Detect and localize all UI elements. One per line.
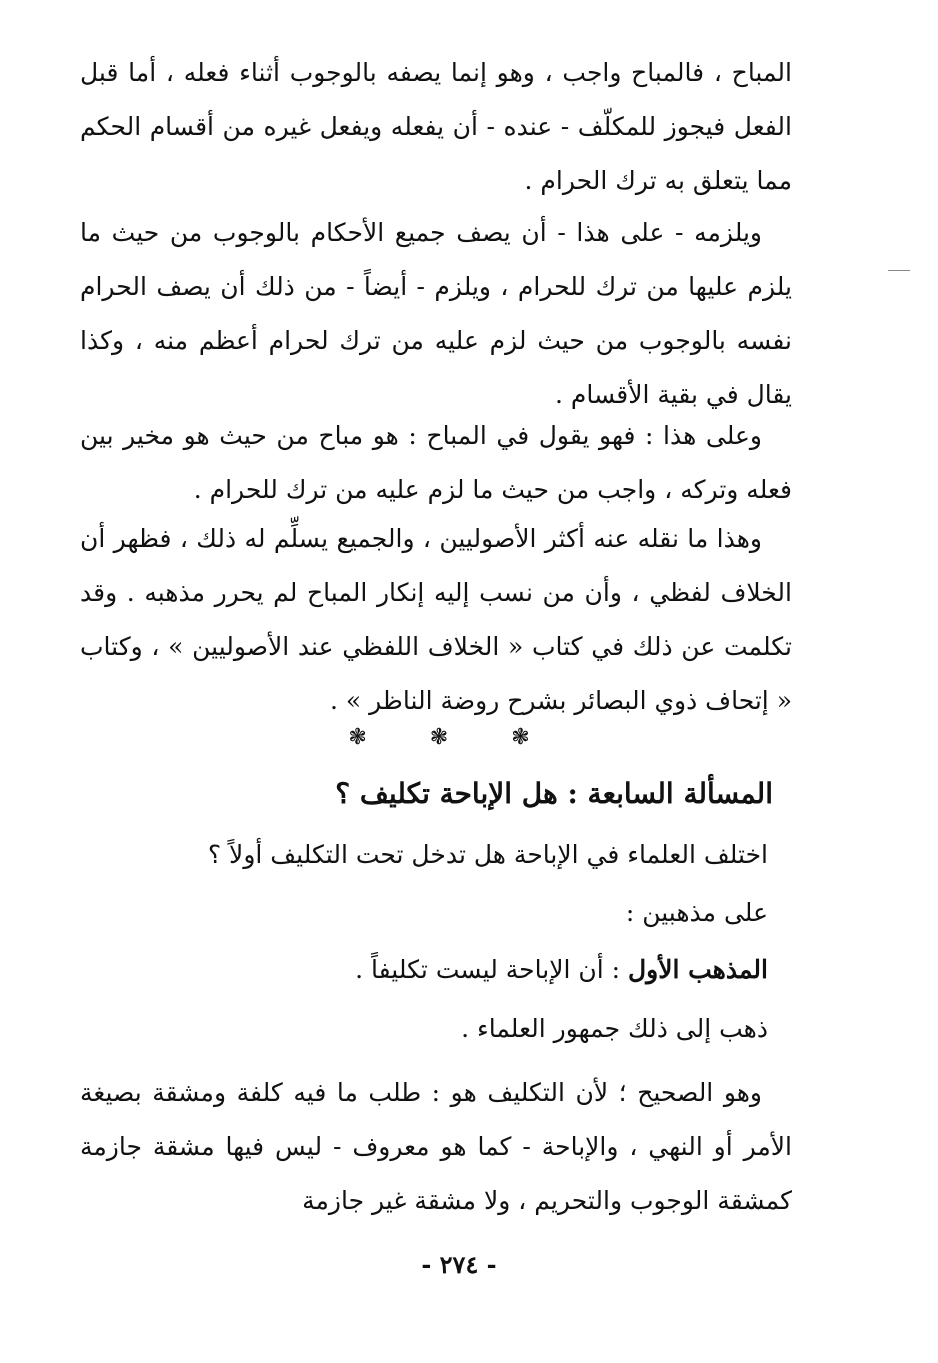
section-intro-line: اختلف العلماء في الإباحة هل تدخل تحت التكليف أولاً ؟ [207,840,768,869]
first-doctrine-line [355,946,768,994]
section-doctrines-line: على مذهبين : [625,898,768,927]
paragraph-5: وهو الصحيح ؛ لأن التكليف هو : طلب ما فيه كلفة ومشقة بصيغة الأمر أو النهي ، والإباحة - كما هو معروف - ليس فيها مشقة جازمة كمشقة الوجوب والتحريم ، ولا مشقة غير جازمة [80,1078,792,1215]
paragraph-4: وهذا ما نقله عنه أكثر الأصوليين ، والجميع يسلِّم له ذلك ، فظهر أن الخلاف لفظي ، وأن من نسب إليه إنكار المباح لم يحرر مذهبه . وقد تكلمت عن ذلك في كتاب « الخلاف اللفظي عند الأصوليين » ، وكتاب « إتحاف ذوي البصائر بشرح روضة الناظر » . [80,524,792,715]
first-doctrine-text: : أن الإباحة ليست تكليفاً . [355,955,628,984]
separator-star-icon: ❃ [348,725,367,750]
separator-star-icon: ❃ [511,725,530,750]
section-separator [0,725,878,750]
paragraph-3: وعلى هذا : فهو يقول في المباح : هو مباح من حيث هو مخير بين فعله وتركه ، واجب من حيث ما لزم عليه من ترك للحرام . [80,421,792,504]
margin-mark [888,270,910,271]
first-doctrine-label: المذهب الأول [627,955,768,984]
paragraph-2: ويلزمه - على هذا - أن يصف جميع الأحكام بالوجوب من حيث ما يلزم عليها من ترك للحرام ، ويلزم - أيضاً - من ذلك أن يصف الحرام نفسه بالوجوب من حيث لزم عليه من ترك لحرام أعظم منه ، وكذا يقال في بقية الأقسام . [80,218,792,409]
page-number: - ٢٧٤ - [421,1250,497,1279]
section-heading: المسألة السابعة : هل الإباحة تكليف ؟ [335,777,773,810]
paragraph-1: المباح ، فالمباح واجب ، وهو إنما يصفه بالوجوب أثناء فعله ، أما قبل الفعل فيجوز للمكلّف - عنده - أن يفعله ويفعل غيره من أقسام الحكم مما يتعلق به ترك الحرام . [80,58,792,195]
separator-star-icon: ❃ [429,725,449,750]
majority-scholars-line: ذهب إلى ذلك جمهور العلماء . [461,1014,768,1043]
